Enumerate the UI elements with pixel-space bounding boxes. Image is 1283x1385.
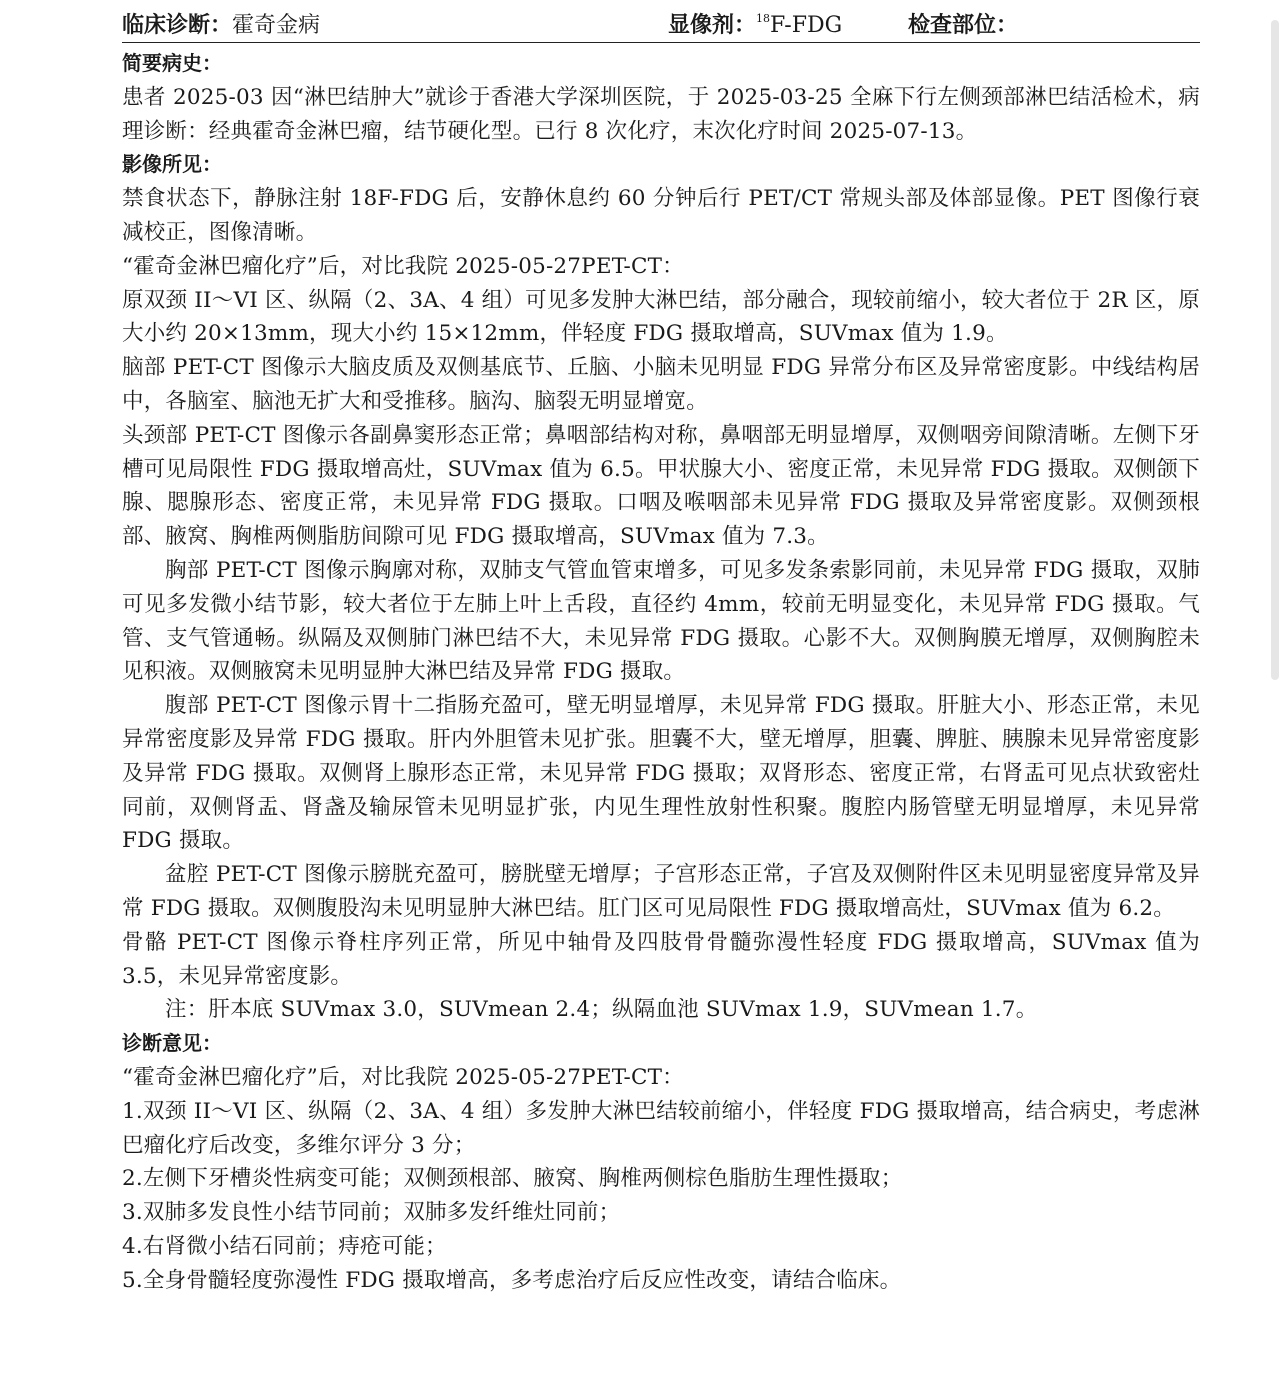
diagnosis-title: 诊断意见： [122,1031,222,1056]
findings-paragraph: 脑部 PET-CT 图像示大脑皮质及双侧基底节、丘脑、小脑未见明显 FDG 异常分布区及异常密度影。中线结构居中，各脑室、脑池无扩大和受推移。脑沟、脑裂无明显增宽。 [122,355,1200,414]
clinical-diagnosis-label: 临床诊断： [122,13,233,38]
findings-paragraph: 骨骼 PET-CT 图像示脊柱序列正常，所见中轴骨及四肢骨骨髓弥漫性轻度 FDG 摄取增高，SUVmax 值为 3.5，未见异常密度影。 [122,929,1200,989]
imaging-agent [668,8,842,39]
clinical-diagnosis-value: 霍奇金病 [232,13,321,38]
diagnosis-item: 1.双颈 II～VI 区、纵隔（2、3A、4 组）多发肿大淋巴结较前缩小，伴轻度 FDG 摄取增高，结合病史，考虑淋巴瘤化疗后改变，多维尔评分 3 分； [122,1098,1200,1158]
findings-paragraph: 腹部 PET-CT 图像示胃十二指肠充盈可，壁无明显增厚，未见异常 FDG 摄取。肝脏大小、形态正常，未见异常密度影及异常 FDG 摄取。肝内外胆管未见扩张。胆囊不大，壁无增厚，胆囊、脾脏、胰腺未见异常密度影及异常 FDG 摄取。双侧肾上腺形态正常，未见异常 FDG 摄取；双肾形态、密度正常，右肾盂可见点状致密灶同前，双侧肾盂、肾盏及输尿管未见明显扩张，内见生理性放射性积聚。腹腔内肠管壁无明显增厚，未见异常 FDG 摄取。 [122,693,1200,854]
diagnosis-item: 4.右肾微小结石同前；痔疮可能； [122,1233,447,1259]
report-header [122,0,1200,43]
imaging-agent-isotope: 18 [756,12,771,25]
exam-site-label: 检查部位： [908,13,1019,38]
report-body [122,43,1200,1297]
findings-title: 影像所见： [122,152,222,177]
imaging-agent-label: 显像剂： [668,13,757,38]
findings-paragraph: “霍奇金淋巴瘤化疗”后，对比我院 2025-05-27PET-CT： [122,253,684,279]
findings-note: 注：肝本底 SUVmax 3.0，SUVmean 2.4；纵隔血池 SUVmax 1.9，SUVmean 1.7。 [165,997,1038,1023]
findings-paragraph: 头颈部 PET-CT 图像示各副鼻窦形态正常；鼻咽部结构对称，鼻咽部无明显增厚，双侧咽旁间隙清晰。左侧下牙槽可见局限性 FDG 摄取增高灶，SUVmax 值为 6.5。甲状腺大小、密度正常，未见异常 FDG 摄取。双侧颌下腺、腮腺形态、密度正常，未见异常 FDG 摄取。口咽及喉咽部未见异常 FDG 摄取及异常密度影。双侧颈根部、腋窝、胸椎两侧脂肪间隙可见 FDG 摄取增高，SUVmax 值为 7.3。 [122,422,1200,550]
findings-paragraph: 胸部 PET-CT 图像示胸廓对称，双肺支气管血管束增多，可见多发条索影同前，未见异常 FDG 摄取，双肺可见多发微小结节影，较大者位于左肺上叶上舌段，直径约 4mm，较前无明显变化，未见异常 FDG 摄取。气管、支气管通畅。纵隔及双侧肺门淋巴结不大，未见异常 FDG 摄取。心影不大。双侧胸膜无增厚，双侧胸腔未见积液。双侧腋窝未见明显肿大淋巴结及异常 FDG 摄取。 [122,557,1200,685]
findings-paragraph: 盆腔 PET-CT 图像示膀胱充盈可，膀胱壁无增厚；子宫形态正常，子宫及双侧附件区未见明显密度异常及异常 FDG 摄取。双侧腹股沟未见明显肿大淋巴结。肛门区可见局限性 FDG 摄取增高灶，SUVmax 值为 6.2。 [122,862,1200,921]
exam-site [908,8,1018,39]
scrollbar[interactable] [1271,20,1279,680]
diagnosis-item: 3.双肺多发良性小结节同前；双肺多发纤维灶同前； [122,1200,621,1226]
diagnosis-item: 5.全身骨髓轻度弥漫性 FDG 摄取增高，多考虑治疗后反应性改变，请结合临床。 [122,1267,902,1293]
findings-paragraph: 原双颈 II～VI 区、纵隔（2、3A、4 组）可见多发肿大淋巴结，部分融合，现较前缩小，较大者位于 2R 区，原大小约 20×13mm，现大小约 15×12mm，伴轻度 FDG 摄取增高，SUVmax 值为 1.9。 [122,287,1200,347]
history-title: 简要病史： [122,51,222,75]
history-text: 患者 2025-03 因“淋巴结肿大”就诊于香港大学深圳医院，于 2025-03-25 全麻下行左侧颈部淋巴结活检术，病理诊断：经典霍奇金淋巴瘤，结节硬化型。已行 8 次化疗，末次化疗时间 2025-07-13。 [122,84,1200,144]
imaging-agent-value: F-FDG [770,13,843,38]
clinical-diagnosis [122,8,320,39]
findings-paragraph: 禁食状态下，静脉注射 18F-FDG 后，安静休息约 60 分钟后行 PET/CT 常规头部及体部显像。PET 图像行衰减校正，图像清晰。 [122,186,1200,245]
diagnosis-item: 2.左侧下牙槽炎性病变可能；双侧颈根部、腋窝、胸椎两侧棕色脂肪生理性摄取； [122,1166,903,1192]
report-page [122,0,1200,1297]
diagnosis-intro: “霍奇金淋巴瘤化疗”后，对比我院 2025-05-27PET-CT： [122,1064,684,1090]
